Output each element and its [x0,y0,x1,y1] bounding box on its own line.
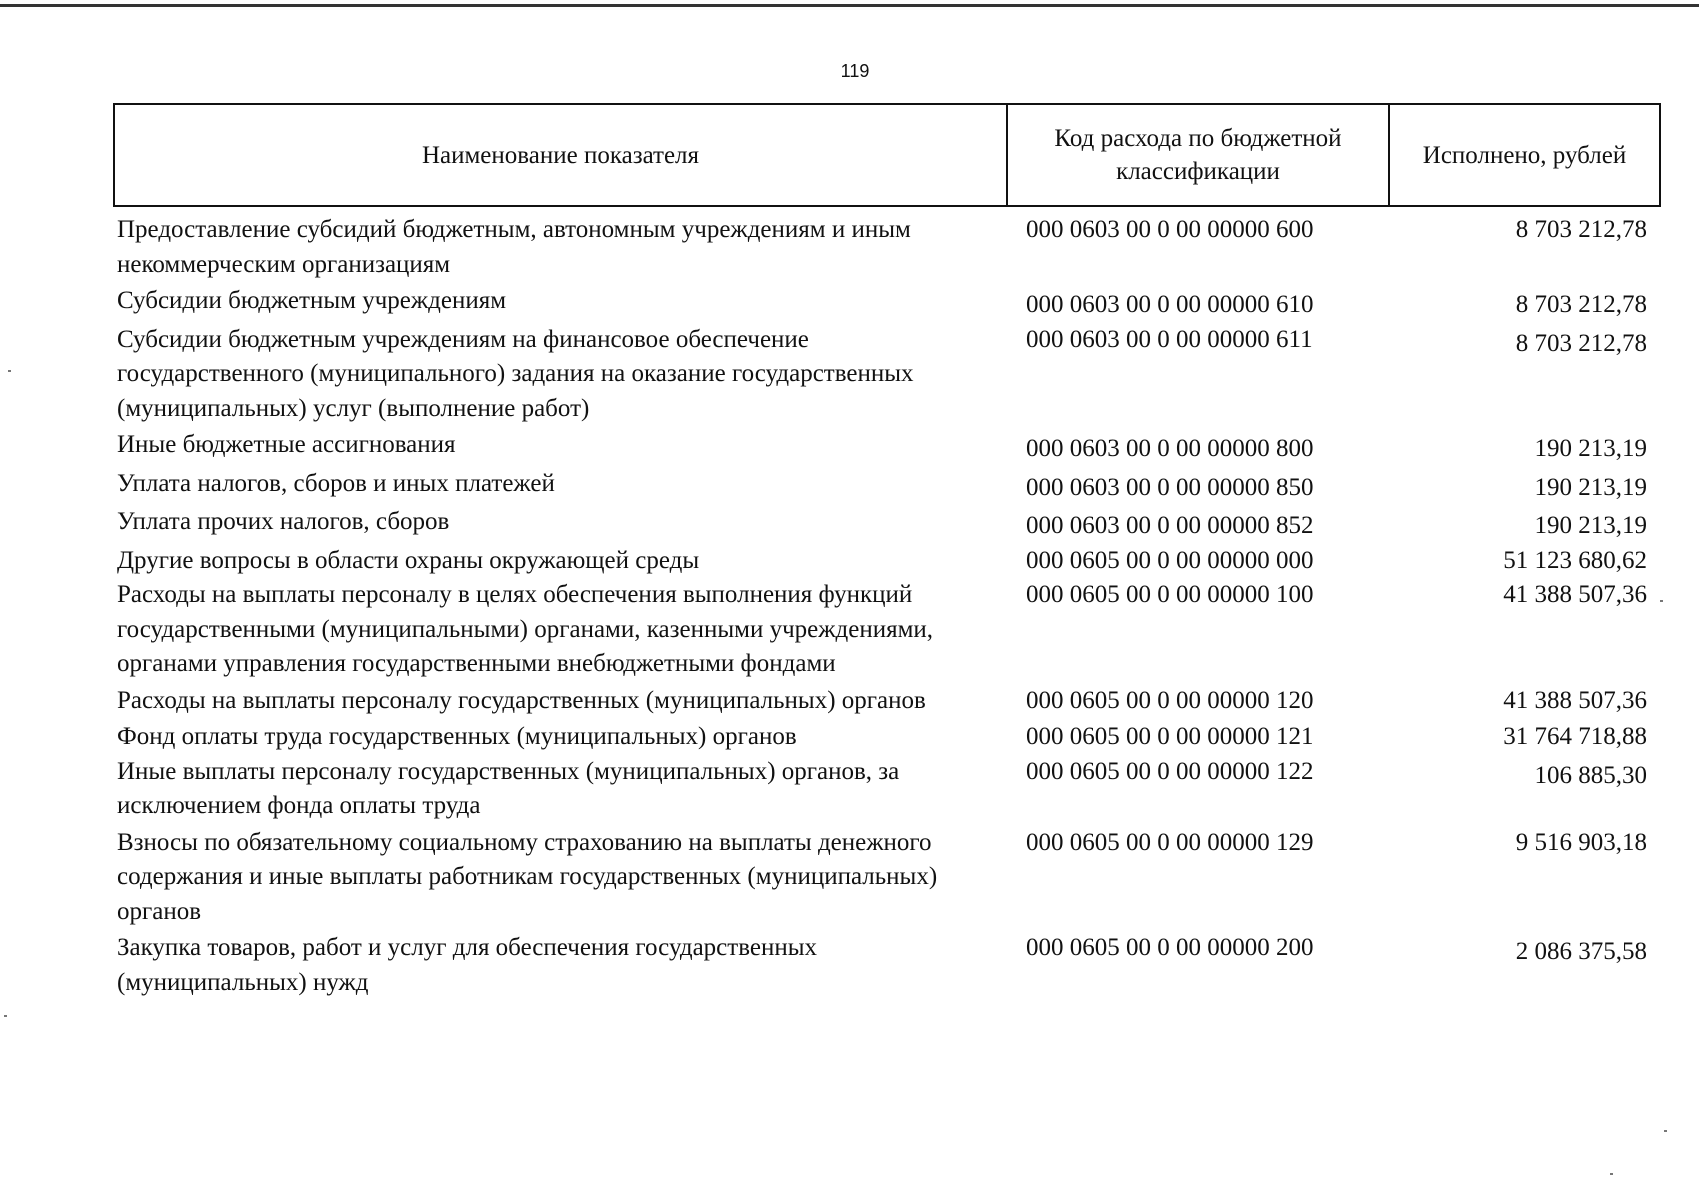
row-code: 000 0605 00 0 00 00000 129 [1026,828,1314,856]
row-amount: 8 703 212,78 [1515,216,1647,243]
row-amount: 106 885,30 [1534,761,1647,789]
row-name: Субсидии бюджетным учреждениям на финансовое обеспечение государственного (муниципального) задания на оказание государственных (муниципальных) услуг (выполнение работ) [117,325,914,422]
table-row [113,467,1661,506]
header-amount-label: Исполнено, рублей [1422,141,1627,169]
expenditure-table [113,103,1661,1000]
row-name: Фонд оплаты труда государственных (муниципальных) органов [117,723,797,750]
table-row [113,720,1661,755]
scan-speck [4,1015,7,1017]
table-row [113,505,1661,544]
row-name: Расходы на выплаты персоналу государственных (муниципальных) органов [117,686,926,714]
table-row [113,755,1661,826]
header-code [1008,105,1390,205]
row-amount: 8 703 212,78 [1515,291,1647,318]
row-amount: 51 123 680,62 [1503,546,1647,574]
scan-speck [8,370,11,372]
scan-speck [1610,1173,1613,1175]
row-code: 000 0603 00 0 00 00000 852 [1026,512,1314,539]
table-row [113,931,1661,1000]
row-amount: 41 388 507,36 [1503,581,1647,608]
scan-speck [1664,1130,1667,1132]
row-name: Закупка товаров, работ и услуг для обеспечения государственных (муниципальных) нужд [117,934,818,996]
row-name: Взносы по обязательному социальному страхованию на выплаты денежного содержания и иные выплаты работникам государственных (муниципальных) органов [117,828,938,925]
row-amount: 190 213,19 [1534,435,1647,462]
row-amount: 190 213,19 [1534,512,1647,539]
row-name: Другие вопросы в области охраны окружающей среды [117,546,700,574]
row-amount: 9 516 903,18 [1515,828,1647,856]
row-name: Уплата налогов, сборов и иных платежей [117,469,555,497]
row-code: 000 0605 00 0 00 00000 200 [1026,934,1314,961]
table-row [113,826,1661,932]
row-code: 000 0603 00 0 00 00000 600 [1026,216,1314,243]
row-code: 000 0603 00 0 00 00000 610 [1026,291,1314,318]
row-code: 000 0603 00 0 00 00000 611 [1026,325,1313,353]
table-body [113,207,1661,1000]
row-amount: 41 388 507,36 [1503,686,1647,714]
scan-speck [1660,600,1663,602]
row-name: Предоставление субсидий бюджетным, автономным учреждениям и иным некоммерческим организациям [117,216,911,278]
table-row [113,544,1661,579]
table-row [113,323,1661,429]
table-row [113,428,1661,467]
row-code: 000 0605 00 0 00 00000 122 [1026,757,1314,785]
row-name: Уплата прочих налогов, сборов [117,508,450,535]
row-amount: 2 086 375,58 [1515,938,1647,965]
row-code: 000 0605 00 0 00 00000 121 [1026,723,1314,750]
header-amount [1390,105,1659,205]
header-name-label: Наименование показателя [421,141,700,169]
row-code: 000 0605 00 0 00 00000 100 [1026,581,1314,608]
row-amount: 31 764 718,88 [1503,723,1647,750]
row-amount: 190 213,19 [1534,473,1647,501]
table-header [113,103,1661,207]
row-name: Иные выплаты персоналу государственных (муниципальных) органов, за исключением фонда оплаты труда [117,757,900,819]
top-border-line [0,4,1699,7]
table-row [113,213,1661,284]
row-amount: 8 703 212,78 [1515,329,1647,357]
row-name: Иные бюджетные ассигнования [117,431,456,458]
page-number: 119 [840,61,870,81]
row-code: 000 0605 00 0 00 00000 000 [1026,546,1314,574]
header-code-label: Код расхода по бюджетной классификации [1054,125,1342,185]
row-name: Расходы на выплаты персоналу в целях обеспечения выполнения функций государственными (муниципальными) органами, казенными учреждениями, органами управления государственными внебюджетными фондами [117,581,934,677]
row-code: 000 0605 00 0 00 00000 120 [1026,686,1314,714]
table-row [113,284,1661,323]
table-row [113,578,1661,684]
table-row [113,684,1661,721]
row-code: 000 0603 00 0 00 00000 850 [1026,473,1314,501]
row-name: Субсидии бюджетным учреждениям [117,287,507,314]
header-name [115,105,1008,205]
row-code: 000 0603 00 0 00 00000 800 [1026,435,1314,462]
